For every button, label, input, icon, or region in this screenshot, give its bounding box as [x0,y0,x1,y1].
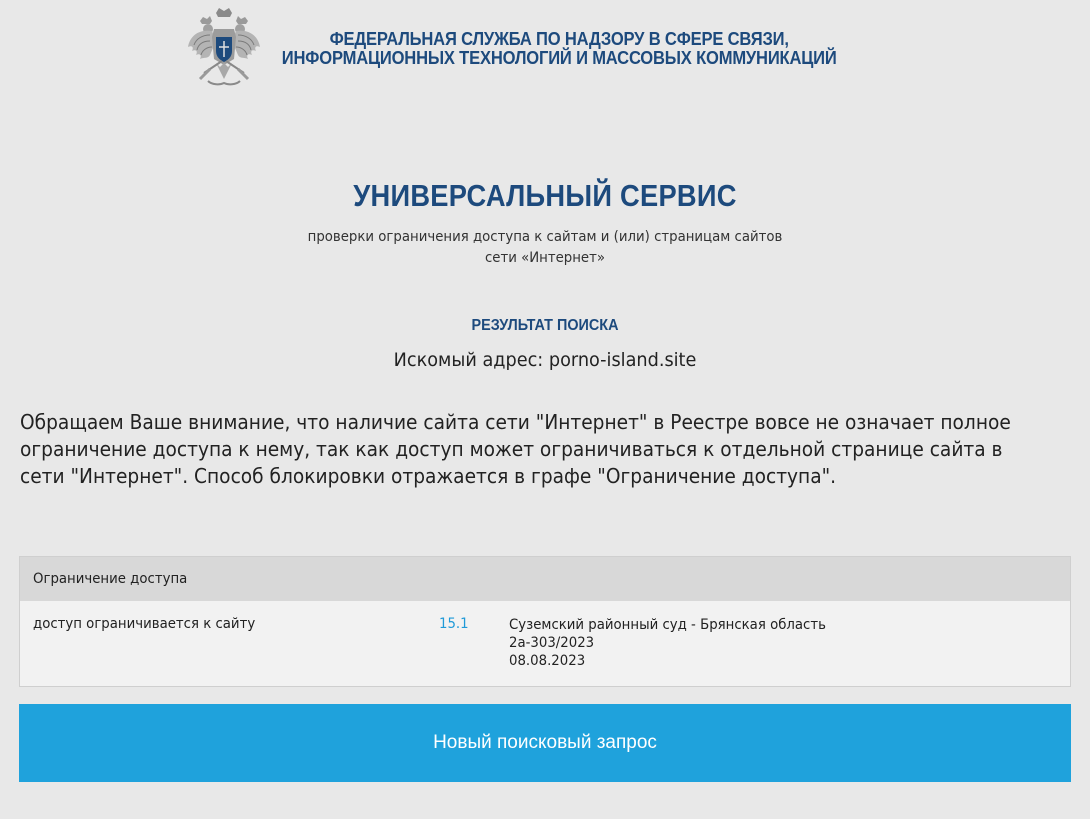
decision-details-cell [509,616,826,670]
new-search-button[interactable]: Новый поисковый запрос [19,704,1071,782]
decision-date: 08.08.2023 [509,653,586,669]
service-title: УНИВЕРСАЛЬНЫЙ СЕРВИС [353,178,737,213]
searched-address: Искомый адрес: porno-island.site [393,349,697,371]
page-header [0,0,1090,90]
organization-name-line2: ИНФОРМАЦИОННЫХ ТЕХНОЛОГИЙ И МАССОВЫХ КОММУНИКАЦИЙ [281,48,837,68]
case-number: 2а-303/2023 [509,635,595,651]
table-row [20,601,1070,687]
double-headed-eagle-emblem-icon [186,7,262,87]
search-result-heading: РЕЗУЛЬТАТ ПОИСКА [471,317,619,334]
restriction-table [19,556,1071,687]
table-header [20,557,1070,601]
table-header-restriction: Ограничение доступа [33,571,188,587]
service-subtitle [260,227,830,269]
law-article-link[interactable]: 15.1 [439,616,469,632]
organization-name-line1: ФЕДЕРАЛЬНАЯ СЛУЖБА ПО НАДЗОРУ В СФЕРЕ СВЯЗИ, [329,29,789,49]
blocking-notice: Обращаем Ваше внимание, что наличие сайта сети "Интернет" в Реестре вовсе не означает полное ограничение доступа к нему, так как доступ может ограничиваться к отдельной странице сайта в сети "Интернет". Способ блокировки отражается в графе "Ограничение доступа". [20,410,1011,488]
restriction-type-cell: доступ ограничивается к сайту [33,616,256,632]
service-subtitle-line1: проверки ограничения доступа к сайтам и (или) страницам сайтов [307,229,783,245]
authority-name: Суземский районный суд - Брянская область [509,617,826,633]
organization-name [274,30,844,68]
service-subtitle-line2: сети «Интернет» [484,250,606,266]
